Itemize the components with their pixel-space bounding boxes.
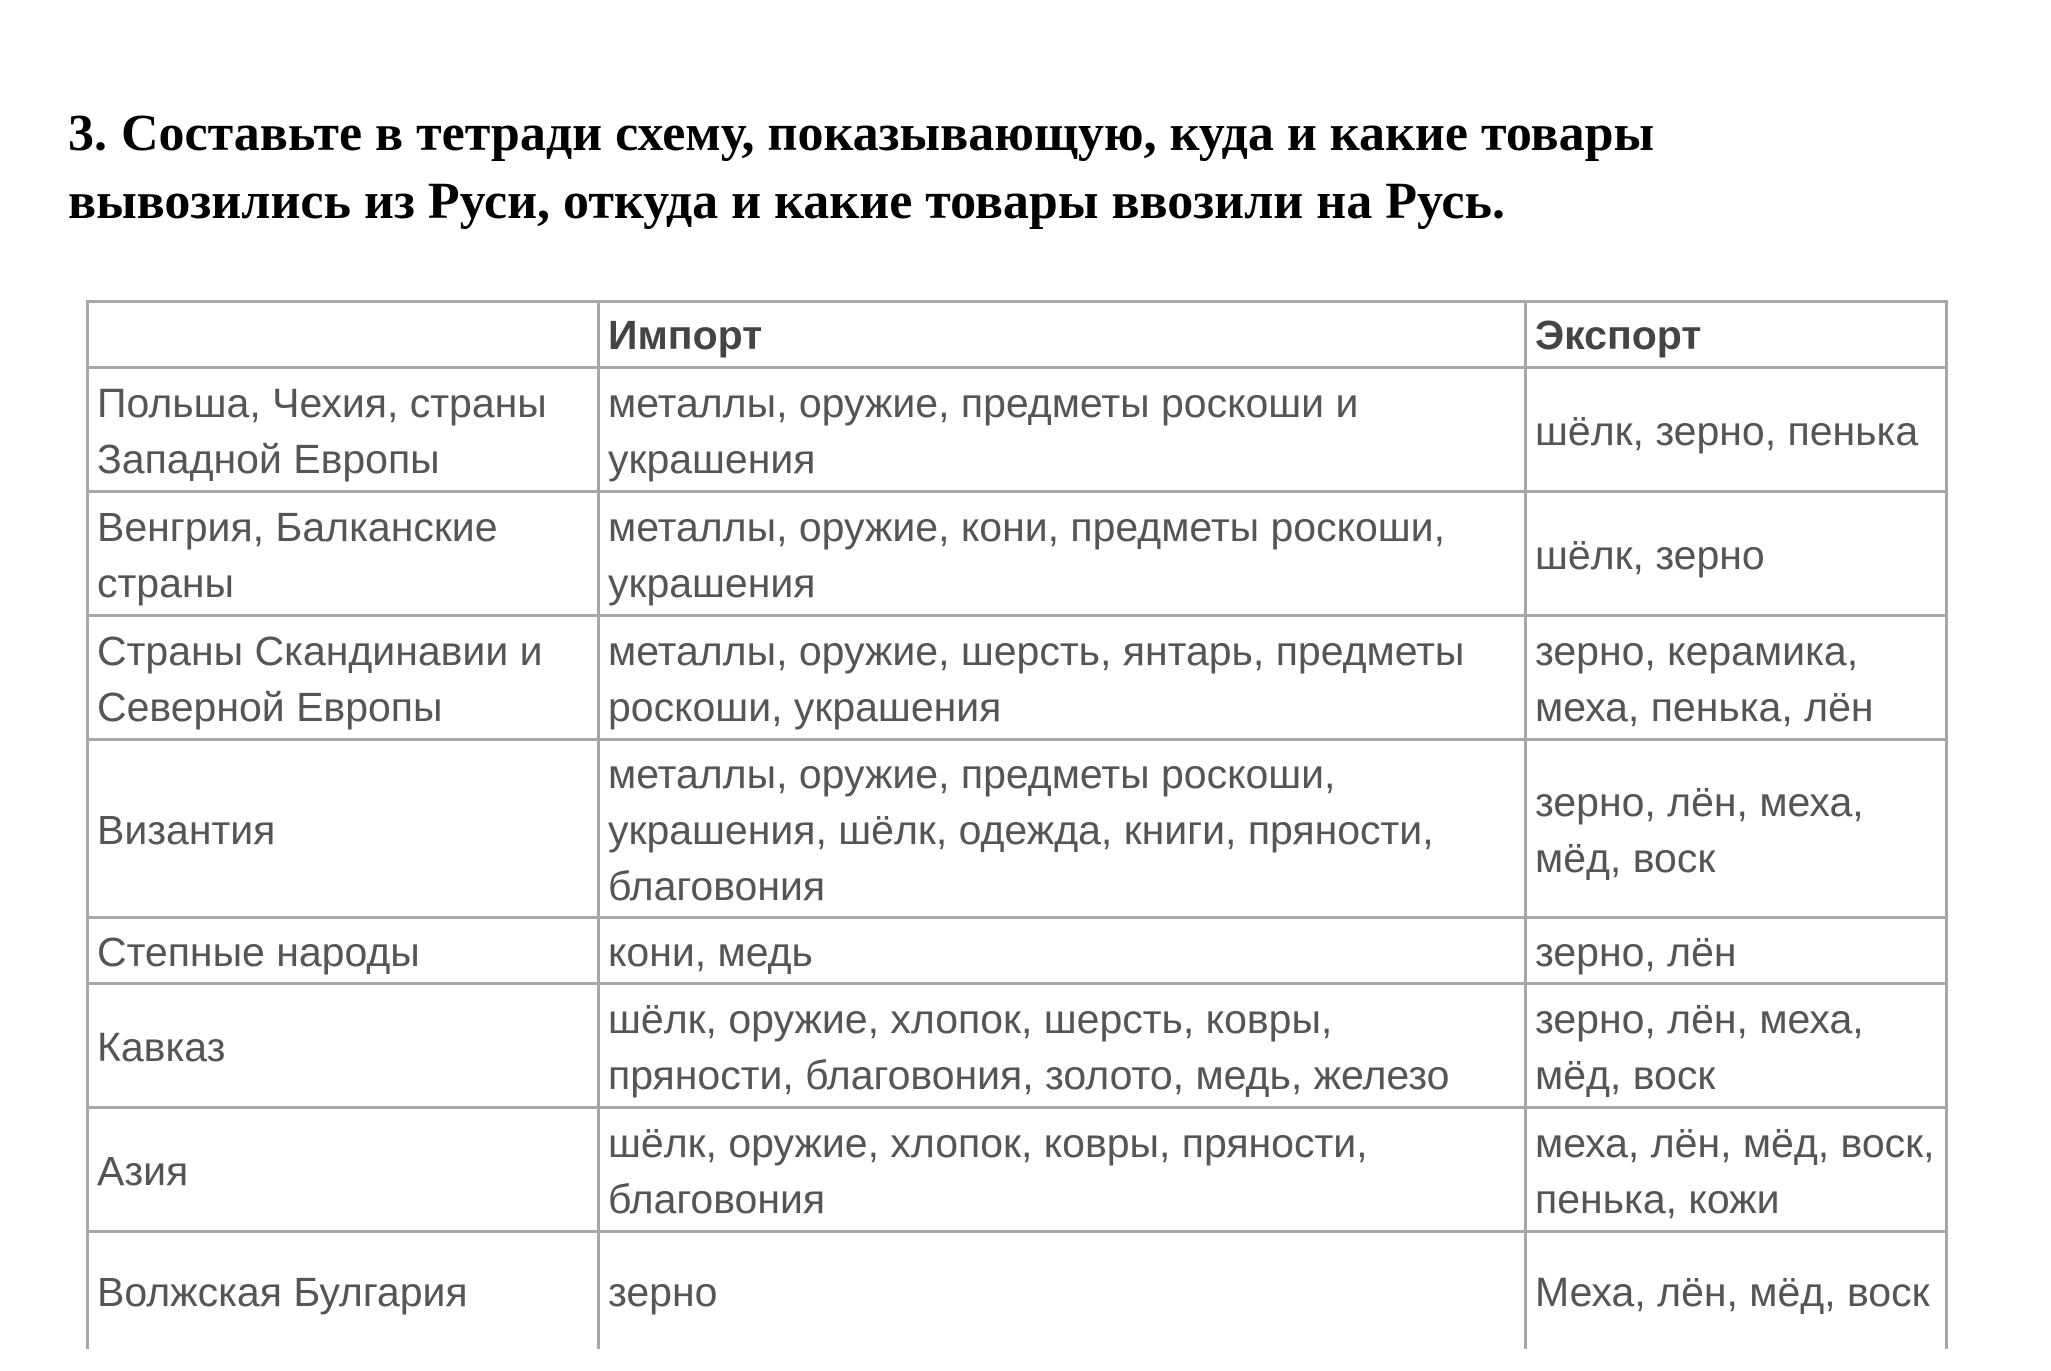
export-cell: зерно, лён [1526, 918, 1947, 984]
import-cell: металлы, оружие, шерсть, янтарь, предметы роскоши, украшения [599, 616, 1526, 740]
region-cell: Волжская Булгария [88, 1232, 599, 1349]
table-row [88, 616, 1947, 740]
table-row [88, 368, 1947, 492]
table-row [88, 1108, 1947, 1232]
import-cell: металлы, оружие, предметы роскоши, украшения, шёлк, одежда, книги, пряности, благовония [599, 740, 1526, 918]
region-cell: Польша, Чехия, страны Западной Европы [88, 368, 599, 492]
region-cell: Венгрия, Балканские страны [88, 492, 599, 616]
region-cell: Кавказ [88, 984, 599, 1108]
header-import: Импорт [599, 302, 1526, 368]
export-cell: зерно, лён, меха, мёд, воск [1526, 740, 1947, 918]
region-cell: Степные народы [88, 918, 599, 984]
import-cell: зерно [599, 1232, 1526, 1349]
import-cell: шёлк, оружие, хлопок, ковры, пряности, благовония [599, 1108, 1526, 1232]
task-text: Составьте в тетради схему, показывающую, куда и какие товары вывозились из Руси, откуда и какие товары ввозили на Русь. [68, 105, 1655, 230]
export-cell: меха, лён, мёд, воск, пенька, кожи [1526, 1108, 1947, 1232]
table-header-row [88, 302, 1947, 368]
import-cell: кони, медь [599, 918, 1526, 984]
region-cell: Азия [88, 1108, 599, 1232]
import-cell: шёлк, оружие, хлопок, шерсть, ковры, пряности, благовония, золото, медь, железо [599, 984, 1526, 1108]
export-cell: Меха, лён, мёд, воск [1526, 1232, 1947, 1349]
region-cell: Страны Скандинавии и Северной Европы [88, 616, 599, 740]
export-cell: зерно, лён, меха, мёд, воск [1526, 984, 1947, 1108]
region-cell: Византия [88, 740, 599, 918]
header-region [88, 302, 599, 368]
export-cell: шёлк, зерно [1526, 492, 1947, 616]
table-row [88, 492, 1947, 616]
import-cell: металлы, оружие, кони, предметы роскоши, украшения [599, 492, 1526, 616]
task-heading [68, 100, 1938, 236]
export-cell: шёлк, зерно, пенька [1526, 368, 1947, 492]
import-cell: металлы, оружие, предметы роскоши и украшения [599, 368, 1526, 492]
table-row [88, 984, 1947, 1108]
header-export: Экспорт [1526, 302, 1947, 368]
export-cell: зерно, керамика, меха, пенька, лён [1526, 616, 1947, 740]
table-row [88, 918, 1947, 984]
table-row [88, 1232, 1947, 1349]
task-number: 3. [68, 105, 107, 162]
table-row [88, 740, 1947, 918]
trade-table [86, 300, 1948, 1349]
